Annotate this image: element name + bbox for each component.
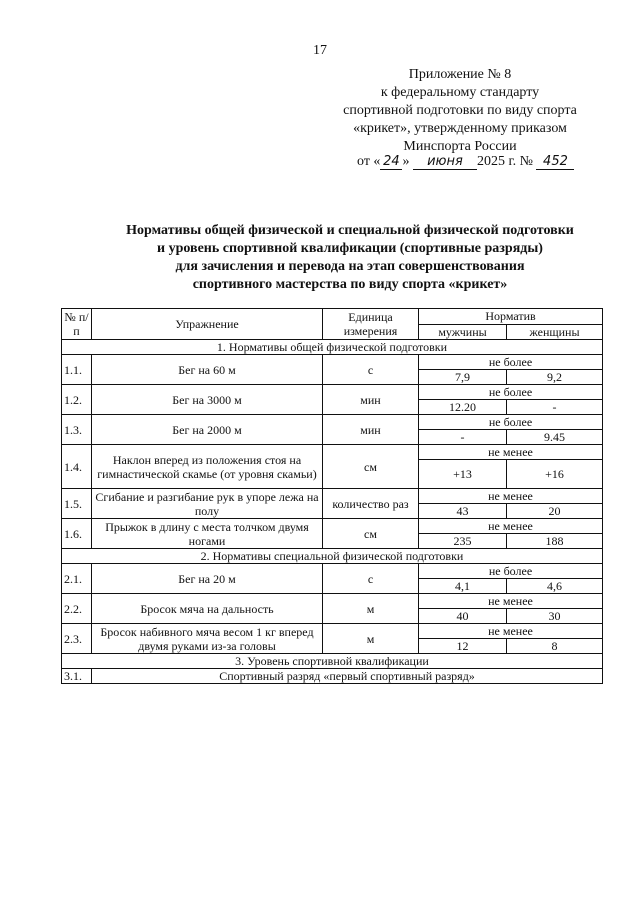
row-unit: количество раз <box>323 489 419 519</box>
header-exercise: Упражнение <box>92 309 323 340</box>
row-exercise: Сгибание и разгибание рук в упоре лежа на полу <box>92 489 323 519</box>
table-row <box>62 624 603 639</box>
row-unit: мин <box>323 385 419 415</box>
row-unit: см <box>323 519 419 549</box>
order-month: июня <box>413 154 477 170</box>
order-number: 452 <box>536 154 574 170</box>
appendix-line: к федеральному стандарту <box>380 85 540 100</box>
row-num: 2.1. <box>62 564 92 594</box>
order-mid: » <box>402 154 410 169</box>
header-unit: Единица измерения <box>323 309 419 340</box>
row-men-value: 12 <box>419 639 507 654</box>
row-unit: м <box>323 594 419 624</box>
row-men-value: 235 <box>419 534 507 549</box>
row-women-value: - <box>507 400 603 415</box>
title-line: Нормативы общей физической и специальной физической подготовки <box>126 223 574 238</box>
row-condition: не более <box>419 355 603 370</box>
row-women-value: 4,6 <box>507 579 603 594</box>
row-men-value: - <box>419 430 507 445</box>
title-line: спортивного мастерства по виду спорта «крикет» <box>192 277 508 292</box>
qualification-text: Спортивный разряд «первый спортивный разряд» <box>92 669 603 684</box>
order-day: 24 <box>380 154 402 170</box>
row-condition: не менее <box>419 594 603 609</box>
row-condition: не менее <box>419 519 603 534</box>
section-title: 1. Нормативы общей физической подготовки <box>62 340 603 355</box>
row-men-value: 43 <box>419 504 507 519</box>
row-num: 1.3. <box>62 415 92 445</box>
section-title: 3. Уровень спортивной квалификации <box>62 654 603 669</box>
table-row <box>62 489 603 504</box>
row-condition: не менее <box>419 624 603 639</box>
row-condition: не менее <box>419 445 603 460</box>
row-exercise: Бег на 2000 м <box>92 415 323 445</box>
row-unit: см <box>323 445 419 489</box>
row-exercise: Наклон вперед из положения стоя на гимнастической скамье (от уровня скамьи) <box>92 445 323 489</box>
row-condition: не более <box>419 564 603 579</box>
title-line: для зачисления и перевода на этап совершенствования <box>175 259 525 274</box>
table-row <box>62 594 603 609</box>
row-unit: с <box>323 355 419 385</box>
row-num: 1.4. <box>62 445 92 489</box>
document-title <box>60 222 640 294</box>
row-women-value: 30 <box>507 609 603 624</box>
order-line <box>357 154 617 170</box>
row-unit: мин <box>323 415 419 445</box>
row-condition: не менее <box>419 489 603 504</box>
table-row <box>62 519 603 534</box>
appendix-line: Приложение № 8 <box>408 67 512 82</box>
appendix-line: спортивной подготовки по виду спорта <box>343 103 577 118</box>
title-line: и уровень спортивной квалификации (спортивные разряды) <box>157 241 543 256</box>
table-row <box>62 385 603 400</box>
row-condition: не более <box>419 415 603 430</box>
row-exercise: Прыжок в длину с места толчком двумя ногами <box>92 519 323 549</box>
row-women-value: 188 <box>507 534 603 549</box>
row-women-value: +16 <box>507 460 603 489</box>
row-exercise: Бег на 3000 м <box>92 385 323 415</box>
row-exercise: Бег на 60 м <box>92 355 323 385</box>
row-num: 2.3. <box>62 624 92 654</box>
row-condition: не более <box>419 385 603 400</box>
header-women: женщины <box>507 324 603 340</box>
row-num: 1.1. <box>62 355 92 385</box>
page-number: 17 <box>313 43 327 58</box>
row-women-value: 8 <box>507 639 603 654</box>
row-exercise: Бросок набивного мяча весом 1 кг вперед двумя руками из-за головы <box>92 624 323 654</box>
row-unit: с <box>323 564 419 594</box>
row-women-value: 9.45 <box>507 430 603 445</box>
row-men-value: +13 <box>419 460 507 489</box>
appendix-block <box>300 66 620 156</box>
row-women-value: 9,2 <box>507 370 603 385</box>
header-norm: Норматив <box>419 309 603 325</box>
row-num: 1.6. <box>62 519 92 549</box>
section-title: 2. Нормативы специальной физической подготовки <box>62 549 603 564</box>
row-num: 1.5. <box>62 489 92 519</box>
qualification-row <box>62 669 603 684</box>
norms-table <box>61 308 603 684</box>
order-prefix: от « <box>357 154 381 169</box>
header-men: мужчины <box>419 324 507 340</box>
table-row <box>62 564 603 579</box>
row-unit: м <box>323 624 419 654</box>
table-row <box>62 415 603 430</box>
appendix-line: Минспорта России <box>403 139 517 154</box>
table-row <box>62 445 603 460</box>
row-exercise: Бег на 20 м <box>92 564 323 594</box>
row-men-value: 12.20 <box>419 400 507 415</box>
row-women-value: 20 <box>507 504 603 519</box>
row-men-value: 7,9 <box>419 370 507 385</box>
row-exercise: Бросок мяча на дальность <box>92 594 323 624</box>
order-year: 2025 г. № <box>476 154 533 169</box>
appendix-line: «крикет», утвержденному приказом <box>353 121 567 136</box>
row-num: 1.2. <box>62 385 92 415</box>
row-men-value: 4,1 <box>419 579 507 594</box>
table-row <box>62 355 603 370</box>
row-men-value: 40 <box>419 609 507 624</box>
header-num: № п/п <box>62 309 92 340</box>
row-num: 3.1. <box>62 669 92 684</box>
row-num: 2.2. <box>62 594 92 624</box>
